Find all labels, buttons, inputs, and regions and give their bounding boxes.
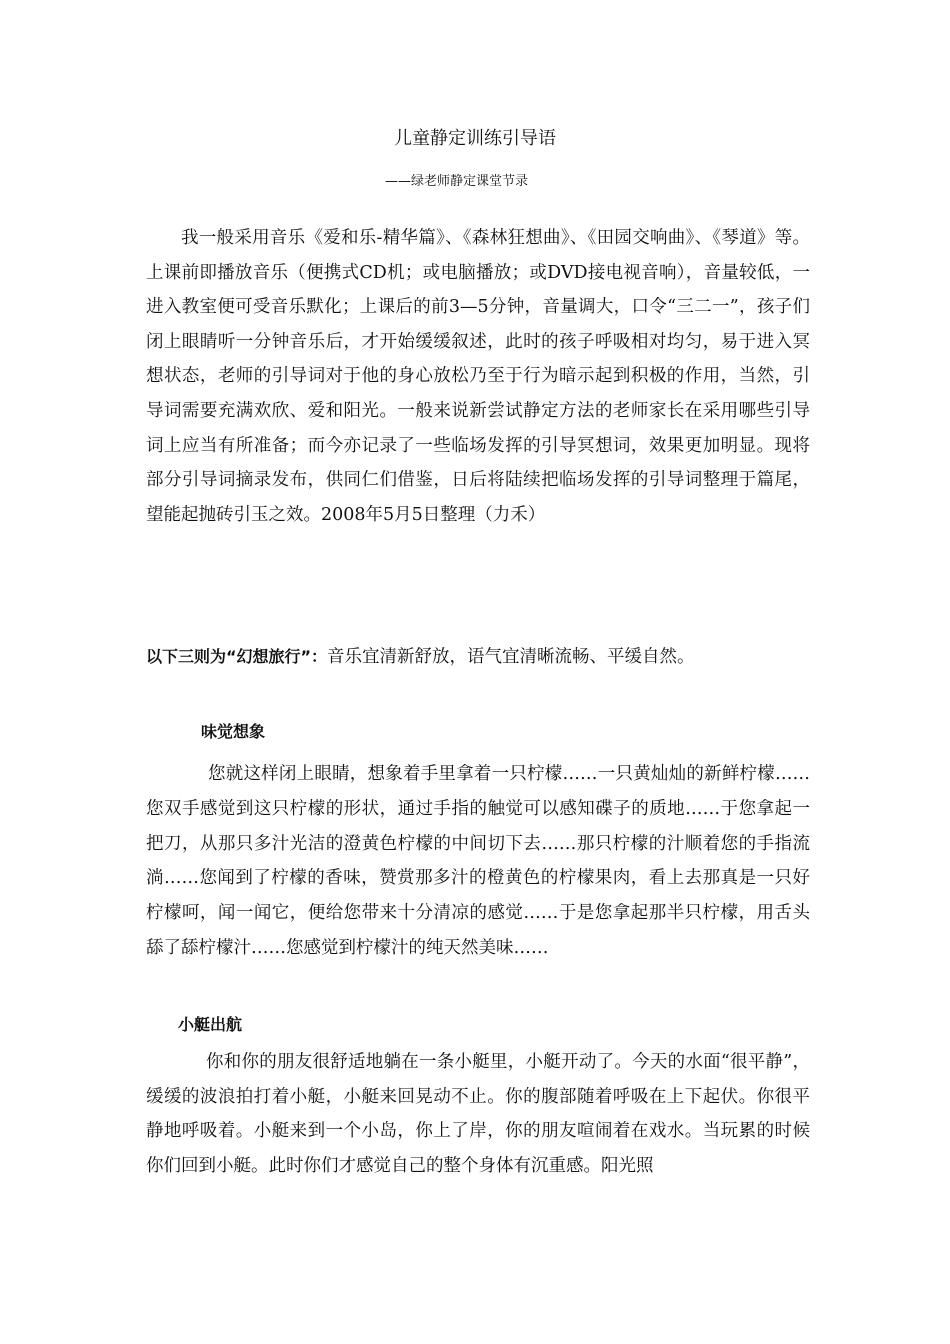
boat-paragraph: 你和你的朋友很舒适地躺在一条小艇里，小艇开动了。今天的水面“很平静”，缓缓的波浪拍打着小艇，小艇来回晃动不止。你的腹部随着呼吸在上下起伏。你很平静地呼吸着。小艇来到一个小岛，你上了岸，你的朋友喧闹着在戏水。当玩累的时候你们回到小艇。此时你们才感觉自己的整个身体有沉重感。阳光照 [146,1052,810,1176]
boat-heading: 小艇出航 [178,1015,243,1034]
taste-heading: 味觉想象 [201,722,266,741]
section-label: 以下三则为“幻想旅行”： [146,647,328,666]
document-subtitle: ——绿老师静定课堂节录 [385,174,529,189]
section-note: 音乐宜清新舒放，语气宜清晰流畅、平缓自然。 [327,647,695,667]
intro-paragraph: 我一般采用音乐《爱和乐-精华篇》、《森林狂想曲》、《田园交响曲》、《琴道》等。上课前即播放音乐（便携式CD机；或电脑播放；或DVD接电视音响），音量较低，一进入教室便可受音乐默化；上课后的前3—5分钟，音量调大，口令“三二一”，孩子们闭上眼睛听一分钟音乐后，才开始缓缓叙述，此时的孩子呼吸相对均匀，易于进入冥想状态，老师的引导词对于他的身心放松乃至于行为暗示起到积极的作用，当然，引导词需要充满欢欣、爱和阳光。一般来说新尝试静定方法的老师家长在采用哪些引导词上应当有所准备；而今亦记录了一些临场发挥的引导冥想词，效果更加明显。现将部分引导词摘录发布，供同仁们借鉴，日后将陆续把临场发挥的引导词整理于篇尾，望能起抛砖引玉之效。2008年5月5日整理（力禾） [146,228,810,525]
section-intro-line [146,640,695,674]
taste-paragraph: 您就这样闭上眼睛，想象着手里拿着一只柠檬……一只黄灿灿的新鲜柠檬……您双手感觉到这只柠檬的形状，通过手指的触觉可以感知碟子的质地……于您拿起一把刀，从那只多汁光洁的澄黄色柠檬的中间切下去……那只柠檬的汁顺着您的手指流淌……您闻到了柠檬的香味，赞赏那多汁的橙黄色的柠檬果肉，看上去那真是一只好柠檬呵，闻一闻它，便给您带来十分清凉的感觉……于是您拿起那半只柠檬，用舌头舔了舔柠檬汁……您感觉到柠檬汁的纯天然美味…… [146,764,810,958]
document-title: 儿童静定训练引导语 [394,128,556,149]
